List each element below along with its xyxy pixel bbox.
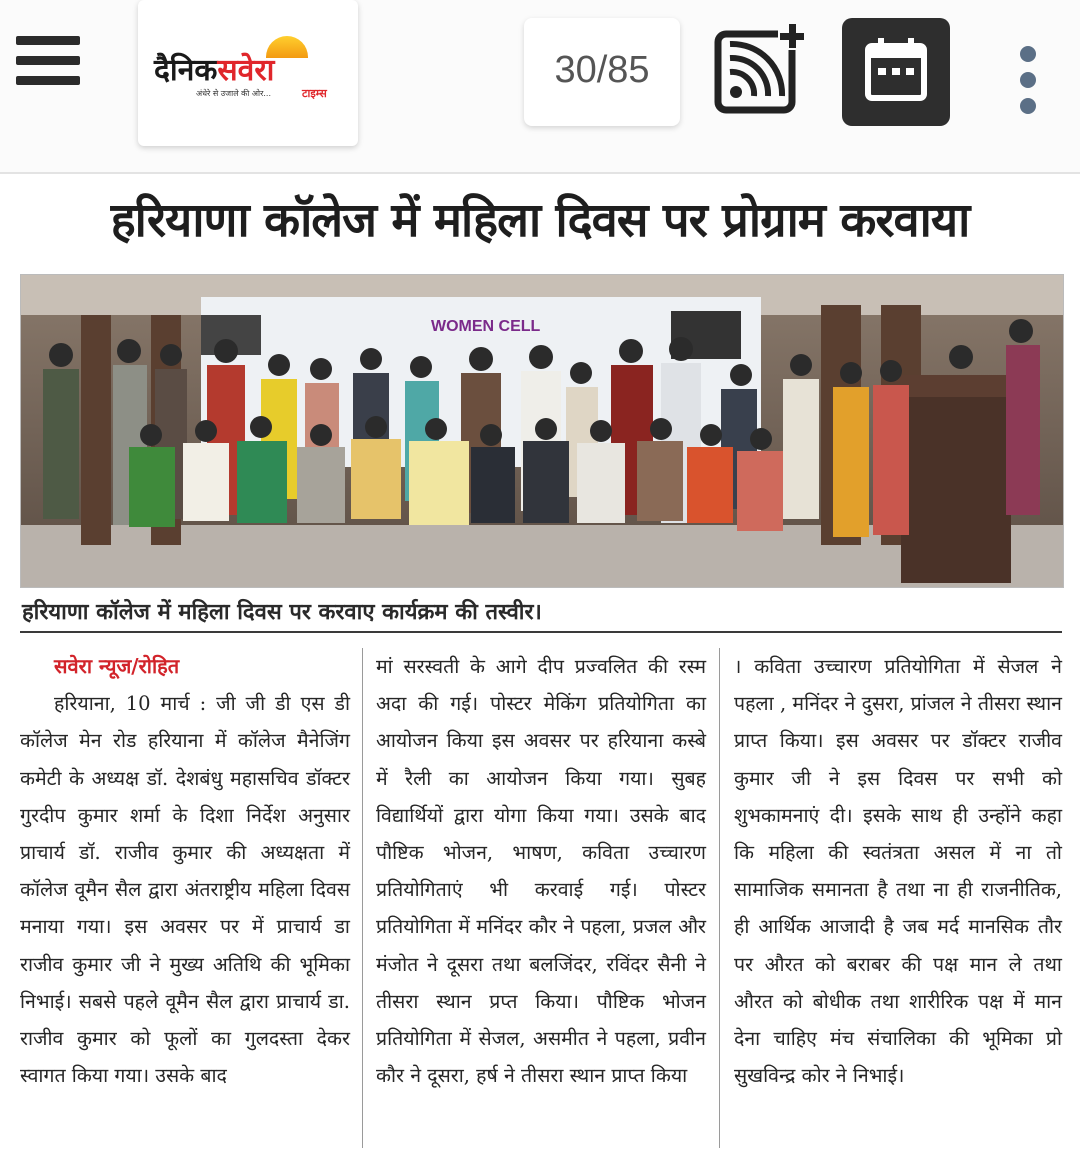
article-column-2: [376, 648, 706, 1094]
logo-suffix: टाइम्स: [302, 87, 327, 100]
hamburger-menu-icon[interactable]: [16, 30, 82, 92]
add-feed-icon[interactable]: [714, 22, 806, 114]
article-photo: [20, 274, 1064, 588]
more-vertical-icon[interactable]: [1010, 40, 1050, 120]
column-2-text: मां सरस्वती के आगे दीप प्रज्वलित की रस्म अदा की गई। पोस्टर मेकिंग प्रतियोगिता का आयोजन किया इस अवसर पर हरियाना कस्बे में रैली का आयोजन किया गया। सुबह विद्यार्थियों द्वारा योगा किया गया। उसके बाद पौष्टिक भोजन, भाषण, कविता उच्चारण प्रतियोगिताएं भी करवाई गई। पोस्टर प्रतियोगिता में मनिंदर कौर ने पहला, प्रजल और मंजोत ने दूसरा तथा बलजिंदर, रविंदर सैनी ने तीसरा स्थान प्रप्त किया। पौष्टिक भोजन प्रतियोगिता में सेजल, असमीत ने पहला, प्रवीन कौर ने दूसरा, हर्ष ने तीसरा स्थान प्राप्त किया: [376, 655, 706, 1088]
newspaper-logo[interactable]: [138, 0, 358, 146]
article-column-1: [20, 648, 350, 1094]
column-divider: [362, 648, 363, 1148]
photo-banner-text: WOMEN CELL: [431, 318, 541, 335]
article-headline: हरियाणा कॉलेज में महिला दिवस पर प्रोग्राम करवाया: [110, 193, 970, 248]
logo-tagline: अंधेरे से उजाले की ओर...: [196, 89, 272, 98]
column-divider: [719, 648, 720, 1148]
photo-caption: हरियाणा कॉलेज में महिला दिवस पर करवाए कार्यक्रम की तस्वीर।: [22, 600, 542, 625]
caption-divider: [20, 631, 1062, 633]
column-1-text: हरियाना, 10 मार्च : जी जी डी एस डी कॉलेज मेन रोड हरियाना में कॉलेज मैनेजिंग कमेटी के अध्यक्ष डॉ. देशबंधु महासचिव डॉक्टर गुरदीप कुमार शर्मा के दिशा निर्देश अनुसार प्राचार्य डॉ. राजीव कुमार की अध्यक्षता में कॉलेज वूमैन सैल द्वारा अंतराष्ट्रीय महिला दिवस मनाया गया। इस अवसर पर में प्राचार्य डा राजीव कुमार जी ने मुख्य अतिथि की भूमिका निभाई। सबसे पहले वूमैन सैल द्वारा प्राचार्य डा. राजीव कुमार को फूलों का गुलदस्ता देकर स्वागत किया गया। उसके बाद: [20, 692, 350, 1088]
column-3-text: । कविता उच्चारण प्रतियोगिता में सेजल ने पहला , मनिंदर ने दुसरा, प्रांजल ने तीसरा स्थान प्राप्त किया। इस अवसर पर डॉक्टर राजीव कुमार जी ने इस दिवस पर सभी को शुभकामनाएं दी। इसके साथ ही उन्होंने कहा कि महिला की स्वतंत्रता असल में ना तो सामाजिक समानता है तथा ना ही राजनीतिक, ही आर्थिक आजादी है जब मर्द मानसिक तौर पर औरत को बराबर की पक्ष मान ले तथा औरत को बोधीक तथा शारीरिक पक्ष में मान देना चाहिए मंच संचालिका की भूमिका प्रो सुखविन्द्र कोर ने निभाई।: [734, 655, 1062, 1088]
calendar-icon[interactable]: [842, 18, 950, 126]
article-byline: सवेरा न्यूज/रोहित: [54, 654, 180, 678]
logo-word-1: दैनिक: [154, 53, 218, 88]
top-app-bar: [0, 0, 1080, 174]
logo-word-2: सवेरा: [217, 53, 275, 88]
article-column-3: [734, 648, 1062, 1094]
page-counter[interactable]: 30/85: [524, 18, 680, 126]
